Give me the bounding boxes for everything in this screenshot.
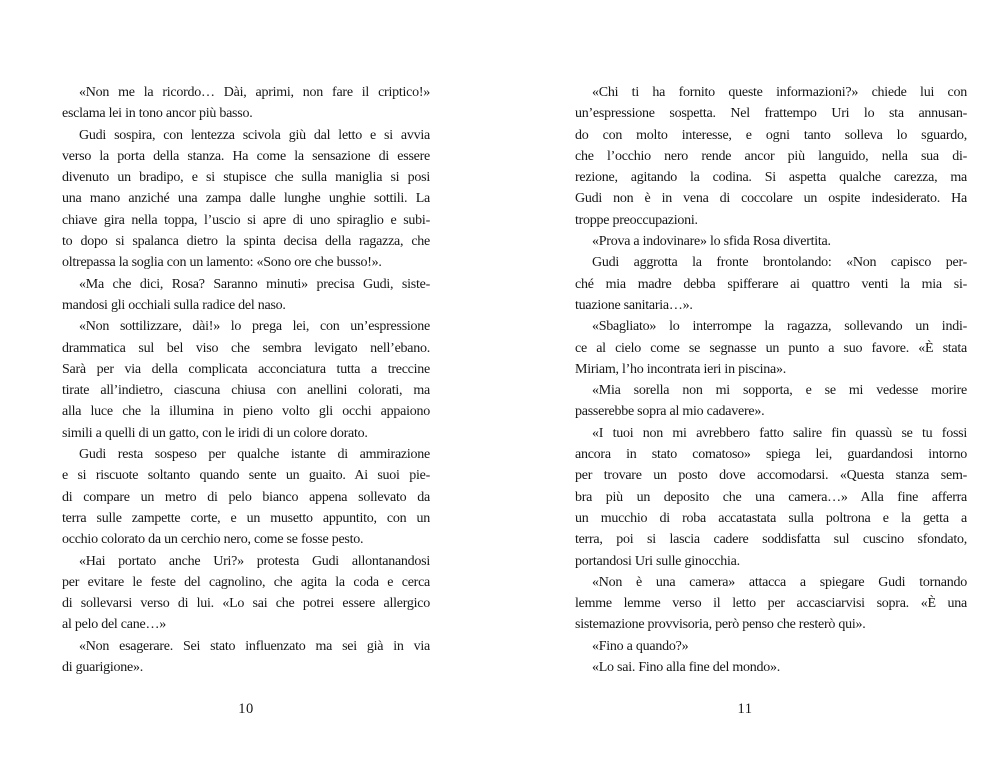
text-line: Gudi non è in vena di coccolare un ospite indesiderato. Ha xyxy=(575,191,967,207)
text-line: «I tuoi non mi avrebbero fatto salire fin quassù se tu fossi xyxy=(592,425,967,441)
text-line: sistemazione provvisoria, però penso che resterò qui». xyxy=(575,617,866,633)
text-line: alla luce che la illumina in pieno volto gli occhi appaiono xyxy=(62,404,430,420)
text-line: terra sulle zampette corte, e un musetto appuntito, con un xyxy=(62,510,430,526)
text-line: Gudi resta sospeso per qualche istante di ammirazione xyxy=(79,447,430,463)
text-line: di guarigione». xyxy=(62,660,144,676)
text-line: un mucchio di roba accatastata sulla poltrona e la getta a xyxy=(575,510,967,526)
text-line: to dopo si spalanca dietro la spinta decisa della ragazza, che xyxy=(62,234,430,250)
text-line: per evitare le feste del cagnolino, che agita la coda e cerca xyxy=(62,574,430,590)
text-line: ché mia madre debba spifferare ai quattro venti la mia si- xyxy=(575,276,967,292)
page-number-left: 10 xyxy=(238,701,254,717)
text-line: verso la porta della stanza. Ha come la sensazione di essere xyxy=(62,148,430,164)
text-line: e si riscuote soltanto quando sente un guaito. Ai suoi pie- xyxy=(62,468,430,484)
text-line: drammatica sul bel viso che sembra levigato nell’ebano. xyxy=(62,340,430,356)
text-line: una mano anziché una zampa dalle lunghe unghie sottili. La xyxy=(62,191,430,207)
text-line: troppe preoccupazioni. xyxy=(575,212,698,228)
text-line: Miriam, l’ho incontrata ieri in piscina». xyxy=(575,361,786,377)
text-line: «Ma che dici, Rosa? Saranno minuti» precisa Gudi, siste- xyxy=(79,276,430,292)
text-line: rezione, agitando la codina. Si aspetta qualche carezza, ma xyxy=(575,170,967,186)
page-right-text-column xyxy=(575,82,967,678)
text-line: Gudi sospira, con lentezza scivola giù dal letto e si avvia xyxy=(79,127,430,143)
text-line: oltrepassa la soglia con un lamento: «Sono ore che busso!». xyxy=(62,255,382,271)
text-line: al pelo del cane…» xyxy=(62,617,166,633)
text-line: portandosi Uri sulle ginocchia. xyxy=(575,553,740,569)
page-number-right: 11 xyxy=(737,701,753,717)
text-line: «Prova a indovinare» lo sfida Rosa divertita. xyxy=(592,234,831,250)
text-line: «Chi ti ha fornito queste informazioni?» chiede lui con xyxy=(592,85,967,100)
text-line: do con molto interesse, e ogni tanto solleva lo sguardo, xyxy=(575,127,967,143)
text-line: passerebbe sopra al mio cadavere». xyxy=(575,404,765,420)
text-line: «Hai portato anche Uri?» protesta Gudi allontanandosi xyxy=(79,553,430,569)
text-line: «Non sottilizzare, dài!» lo prega lei, con un’espressione xyxy=(79,319,430,335)
page-left-text-column xyxy=(62,82,430,678)
text-line: «Non me la ricordo… Dài, aprimi, non fare il criptico!» xyxy=(79,85,430,100)
text-line: di compare un metro di pelo bianco appena sollevato da xyxy=(62,489,430,505)
text-line: terra, poi si lascia cadere soddisfatta sul cuscino sfondato, xyxy=(575,532,967,548)
text-line: «Lo sai. Fino alla fine del mondo». xyxy=(592,660,780,676)
text-line: Gudi aggrotta la fronte brontolando: «Non capisco per- xyxy=(592,255,967,271)
text-line: lemme lemme verso il letto per accasciarvisi sopra. «È una xyxy=(575,596,967,612)
text-line: che l’occhio nero rende ancor più languido, nella sua di- xyxy=(575,148,967,164)
text-line: mandosi gli occhiali sulla radice del naso. xyxy=(62,297,286,313)
text-line: tuazione sanitaria…». xyxy=(575,297,693,313)
text-line: ce al cielo come se segnasse un punto a suo favore. «È stata xyxy=(575,340,967,356)
text-line: occhio colorato da un cerchio nero, come se fosse pesto. xyxy=(62,532,364,548)
text-line: Sarà per via della complicata acconciatura tutta a treccine xyxy=(62,361,430,377)
text-line: bra più un deposito che una camera…» Alla fine afferra xyxy=(575,489,967,505)
text-line: simili a quelli di un gatto, con le iridi di un colore dorato. xyxy=(62,425,368,441)
text-line: «Sbagliato» lo interrompe la ragazza, sollevando un indi- xyxy=(592,319,967,335)
text-line: «Mia sorella non mi sopporta, e se mi vedesse morire xyxy=(592,383,967,399)
text-line: di sollevarsi verso di lui. «Lo sai che potrei essere allergico xyxy=(62,596,430,612)
text-line: per trovare un posto dove accomodarsi. «Questa stanza sem- xyxy=(575,468,967,484)
text-line: un’espressione sospetta. Nel frattempo Uri lo sta annusan- xyxy=(575,106,967,122)
text-line: ancora in stato comatoso» spiega lei, guardandosi intorno xyxy=(575,447,967,463)
text-line: «Non è una camera» attacca a spiegare Gudi tornando xyxy=(592,574,967,590)
text-line: esclama lei in tono ancor più basso. xyxy=(62,106,253,122)
text-line: chiave gira nella toppa, l’uscio si apre di uno spiraglio e subi- xyxy=(62,212,430,228)
text-line: divenuto un bradipo, e si stupisce che sulla maniglia si posi xyxy=(62,170,430,186)
text-line: «Non esagerare. Sei stato influenzato ma sei già in via xyxy=(79,638,430,654)
text-line: «Fino a quando?» xyxy=(592,638,689,654)
text-line: tirate all’indietro, ciascuna chiusa con anellini colorati, ma xyxy=(62,383,430,399)
